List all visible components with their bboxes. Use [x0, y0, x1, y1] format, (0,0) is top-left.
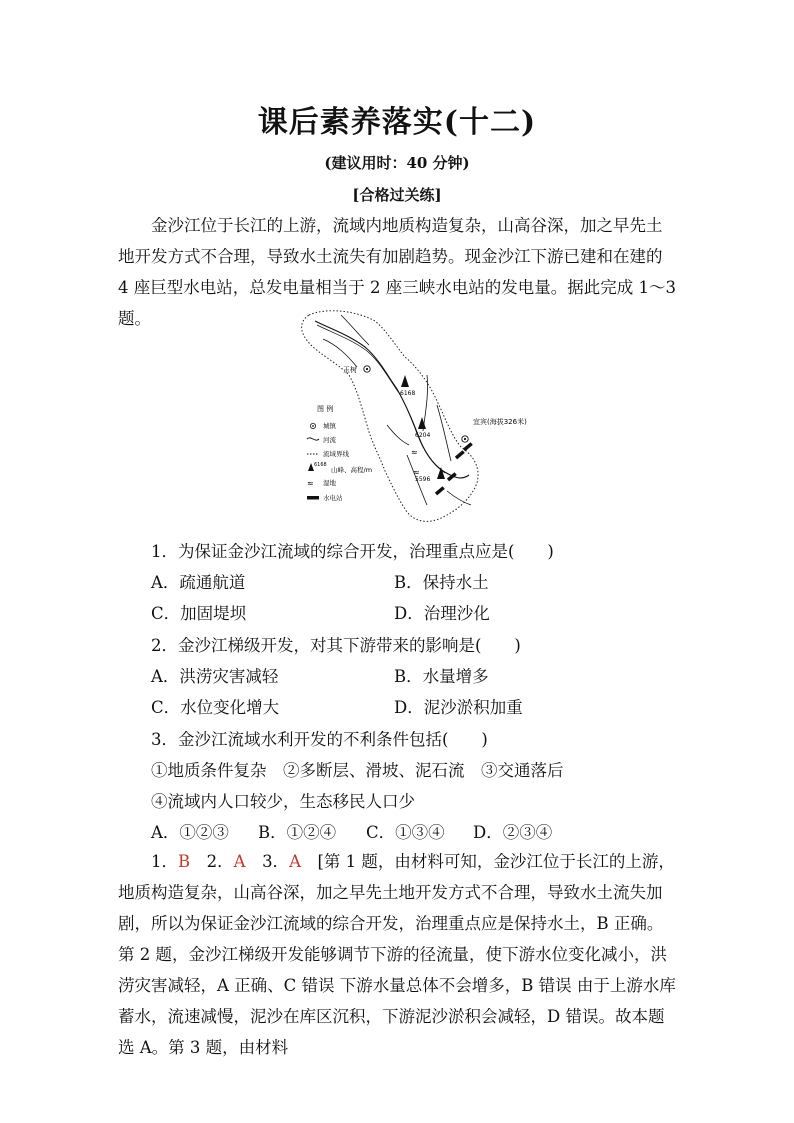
- question-1-option-a: A．疏通航道: [151, 573, 246, 592]
- question-1-option-b: B．保持水土: [394, 573, 489, 592]
- svg-text:城镇: 城镇: [323, 422, 336, 430]
- tributary-river: [447, 491, 471, 505]
- question-1-option-c: C．加固堤坝: [151, 604, 247, 623]
- question-3-option-d: D．②③④: [473, 823, 553, 842]
- question-3-statements-line-1: ①地质条件复杂 ②多断层、滑坡、泥石流 ③交通落后: [151, 761, 564, 780]
- peak-label: 6204: [415, 432, 431, 439]
- answer-letter: A: [233, 852, 246, 871]
- tributary-river: [387, 425, 409, 445]
- question-2-option-b: B．水量增多: [394, 667, 489, 686]
- peak-label: 6168: [400, 390, 416, 397]
- basin-boundary: [302, 311, 478, 522]
- answer-number: 2．: [190, 852, 234, 871]
- question-2-option-c: C．水位变化增大: [151, 698, 280, 717]
- jinsha-river-basin-map: [287, 305, 527, 525]
- section-heading: [合格过关练]: [352, 186, 442, 204]
- tributary-river: [437, 405, 451, 461]
- svg-text:6168: 6168: [314, 462, 327, 468]
- question-2-option-d: D．泥沙淤积加重: [394, 698, 523, 717]
- svg-text:山峰、高程/m: 山峰、高程/m: [331, 466, 373, 474]
- question-2-stem: 2．金沙江梯级开发，对其下游带来的影响是( ): [151, 636, 521, 655]
- peak-label: 5596: [415, 476, 431, 483]
- svg-text:≈: ≈: [307, 479, 314, 488]
- svg-text:湿地: 湿地: [323, 479, 336, 487]
- question-2-option-a: A．洪涝灾害减轻: [151, 667, 279, 686]
- answer-number: 1．: [151, 852, 178, 871]
- svg-text:流域界线: 流域界线: [323, 450, 349, 458]
- map-legend: [307, 404, 372, 502]
- tributary-river: [323, 339, 357, 367]
- question-3-option-a: A．①②③: [151, 823, 229, 842]
- question-3-option-b: B．①②④: [258, 823, 337, 842]
- question-1-option-d: D．治理沙化: [394, 604, 490, 623]
- answer-letter: B: [178, 852, 191, 871]
- answer-letter: A: [289, 852, 301, 871]
- question-3-option-c: C．①③④: [366, 823, 445, 842]
- hydropower-station: [455, 450, 465, 459]
- peak-marker: [437, 467, 445, 479]
- answer-number: 3．: [245, 852, 290, 871]
- time-suggestion: (建议用时：40 分钟): [324, 154, 470, 172]
- answer-explanation: [118, 846, 678, 1063]
- svg-text:河流: 河流: [323, 436, 336, 444]
- town-label: 玉树: [343, 366, 357, 374]
- explanation-text: [第 1 题，由材料可知，金沙江位于长江的上游，地质构造复杂，山高谷深，加之早先土地开发方式不合理，导致水土流失加剧，所以为保证金沙江流域的综合开发，治理重点应是保持水土，B 正确。第 2 题，金沙江梯级开发能够调节下游的径流量，使下游水位变化减小，洪涝灾害减轻，A 正确、C 错误 下游水量总体不会增多，B 错误 由于上游水库蓄水，流速减慢，泥沙在库区沉积，下游泥沙淤积会减轻，D 错误。故本题选 A。第 3 题，由材料: [118, 852, 676, 1057]
- wetland-symbol: ≈: [411, 448, 418, 457]
- question-3-statements-line-2: ④流域内人口较少，生态移民人口少: [151, 792, 415, 811]
- question-3-stem: 3．金沙江流域水利开发的不利条件包括( ): [151, 730, 488, 749]
- svg-text:图 例: 图 例: [317, 405, 334, 413]
- peak-marker: [401, 375, 409, 387]
- wetland-symbol: ≈: [413, 468, 420, 477]
- hydropower-station: [463, 442, 473, 451]
- svg-text:水电站: 水电站: [323, 494, 343, 502]
- hydropower-station: [435, 486, 445, 495]
- question-1-stem: 1．为保证金沙江流域的综合开发，治理重点应是( ): [151, 542, 554, 561]
- town-label: 宜宾(海拔326米): [473, 418, 527, 426]
- intro-paragraph: 金沙江位于长江的上游，流域内地质构造复杂，山高谷深，加之早先土地开发方式不合理，导致水土流失有加剧趋势。现金沙江下游已建和在建的 4 座巨型水电站，总发电量相当于 2 座三峡水电站的发电量。据此完成 1～3 题。: [118, 216, 676, 328]
- page-title: 课后素养落实(十二): [257, 105, 537, 140]
